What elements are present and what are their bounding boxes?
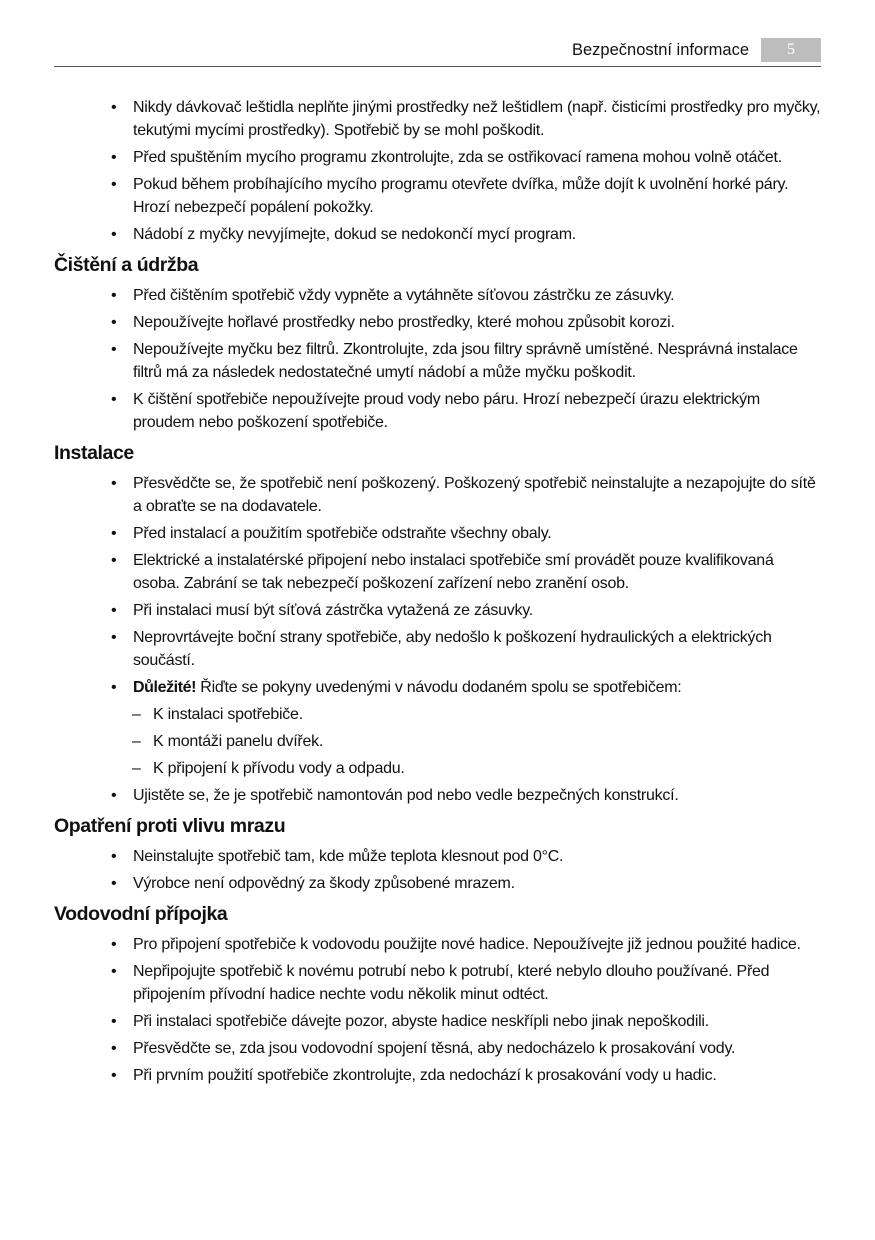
- list-item: • K čištění spotřebiče nepoužívejte proud vody nebo páru. Hrozí nebezpečí úrazu elektrickým proudem nebo poškození spotřebiče.: [54, 388, 824, 434]
- intro-list: [54, 96, 824, 246]
- frost-list: [54, 845, 824, 895]
- list-item: • Nepoužívejte myčku bez filtrů. Zkontrolujte, zda jsou filtry správně umístěné. Nesprávná instalace filtrů má za následek nedostatečné umytí nádobí a může myčku poškodit.: [54, 338, 824, 384]
- sub-list-item: – K připojení k přívodu vody a odpadu.: [54, 757, 824, 780]
- list-item: • Ujistěte se, že je spotřebič namontován pod nebo vedle bezpečných konstrukcí.: [54, 784, 824, 807]
- list-item: • Před instalací a použitím spotřebiče odstraňte všechny obaly.: [54, 522, 824, 545]
- cleaning-list: [54, 284, 824, 434]
- sub-list-item: – K instalaci spotřebiče.: [54, 703, 824, 726]
- list-item: • Při prvním použití spotřebiče zkontrolujte, zda nedochází k prosakování vody u hadic.: [54, 1064, 824, 1087]
- water-list: [54, 933, 824, 1087]
- list-item: • Nádobí z myčky nevyjímejte, dokud se nedokončí mycí program.: [54, 223, 824, 246]
- list-item: • Přesvědčte se, že spotřebič není poškozený. Poškozený spotřebič neinstalujte a nezapojujte do sítě a obraťte se na dodavatele.: [54, 472, 824, 518]
- page-number: 5: [761, 38, 821, 62]
- list-item: • Pokud během probíhajícího mycího programu otevřete dvířka, může dojít k uvolnění horké páry. Hrozí nebezpečí popálení pokožky.: [54, 173, 824, 219]
- list-item: • Nepoužívejte hořlavé prostředky nebo prostředky, které mohou způsobit korozi.: [54, 311, 824, 334]
- section-title-water: Vodovodní přípojka: [54, 903, 228, 925]
- page-header: [54, 38, 821, 67]
- installation-list: [54, 472, 824, 807]
- section-title-installation: Instalace: [54, 442, 134, 464]
- list-item: • Nikdy dávkovač leštidla neplňte jinými prostředky než leštidlem (např. čisticími prostředky pro myčky, tekutými mycími prostředky). Spotřebič by se mohl poškodit.: [54, 96, 824, 142]
- important-item: [54, 676, 824, 699]
- important-text: Řiďte se pokyny uvedenými v návodu dodaném spolu se spotřebičem:: [196, 679, 682, 696]
- sub-list-item: – K montáži panelu dvířek.: [54, 730, 824, 753]
- list-item: • Nepřipojujte spotřebič k novému potrubí nebo k potrubí, které nebylo dlouho používané. Před připojením přívodní hadice nechte vodu několik minut odtéct.: [54, 960, 824, 1006]
- list-item: • Neprovrtávejte boční strany spotřebiče, aby nedošlo k poškození hydraulických a elektrických součástí.: [54, 626, 824, 672]
- important-label: Důležité!: [133, 679, 197, 696]
- header-title: Bezpečnostní informace: [571, 41, 749, 59]
- list-item: • Při instalaci spotřebiče dávejte pozor, abyste hadice neskřípli nebo jinak nepoškodili.: [54, 1010, 824, 1033]
- section-title-cleaning: Čištění a údržba: [54, 254, 199, 276]
- list-item: • Před čištěním spotřebič vždy vypněte a vytáhněte síťovou zástrčku ze zásuvky.: [54, 284, 824, 307]
- list-item: • Výrobce není odpovědný za škody způsobené mrazem.: [54, 872, 824, 895]
- page-content: [54, 96, 824, 1091]
- list-item: • Přesvědčte se, zda jsou vodovodní spojení těsná, aby nedocházelo k prosakování vody.: [54, 1037, 824, 1060]
- section-title-frost: Opatření proti vlivu mrazu: [54, 815, 286, 837]
- list-item: • Elektrické a instalatérské připojení nebo instalaci spotřebiče smí provádět pouze kvalifikovaná osoba. Zabrání se tak nebezpečí poškození zařízení nebo zranění osob.: [54, 549, 824, 595]
- list-item: • Při instalaci musí být síťová zástrčka vytažená ze zásuvky.: [54, 599, 824, 622]
- list-item: • Před spuštěním mycího programu zkontrolujte, zda se ostřikovací ramena mohou volně otáčet.: [54, 146, 824, 169]
- list-item: • Pro připojení spotřebiče k vodovodu použijte nové hadice. Nepoužívejte již jednou použité hadice.: [54, 933, 824, 956]
- list-item: • Neinstalujte spotřebič tam, kde může teplota klesnout pod 0°C.: [54, 845, 824, 868]
